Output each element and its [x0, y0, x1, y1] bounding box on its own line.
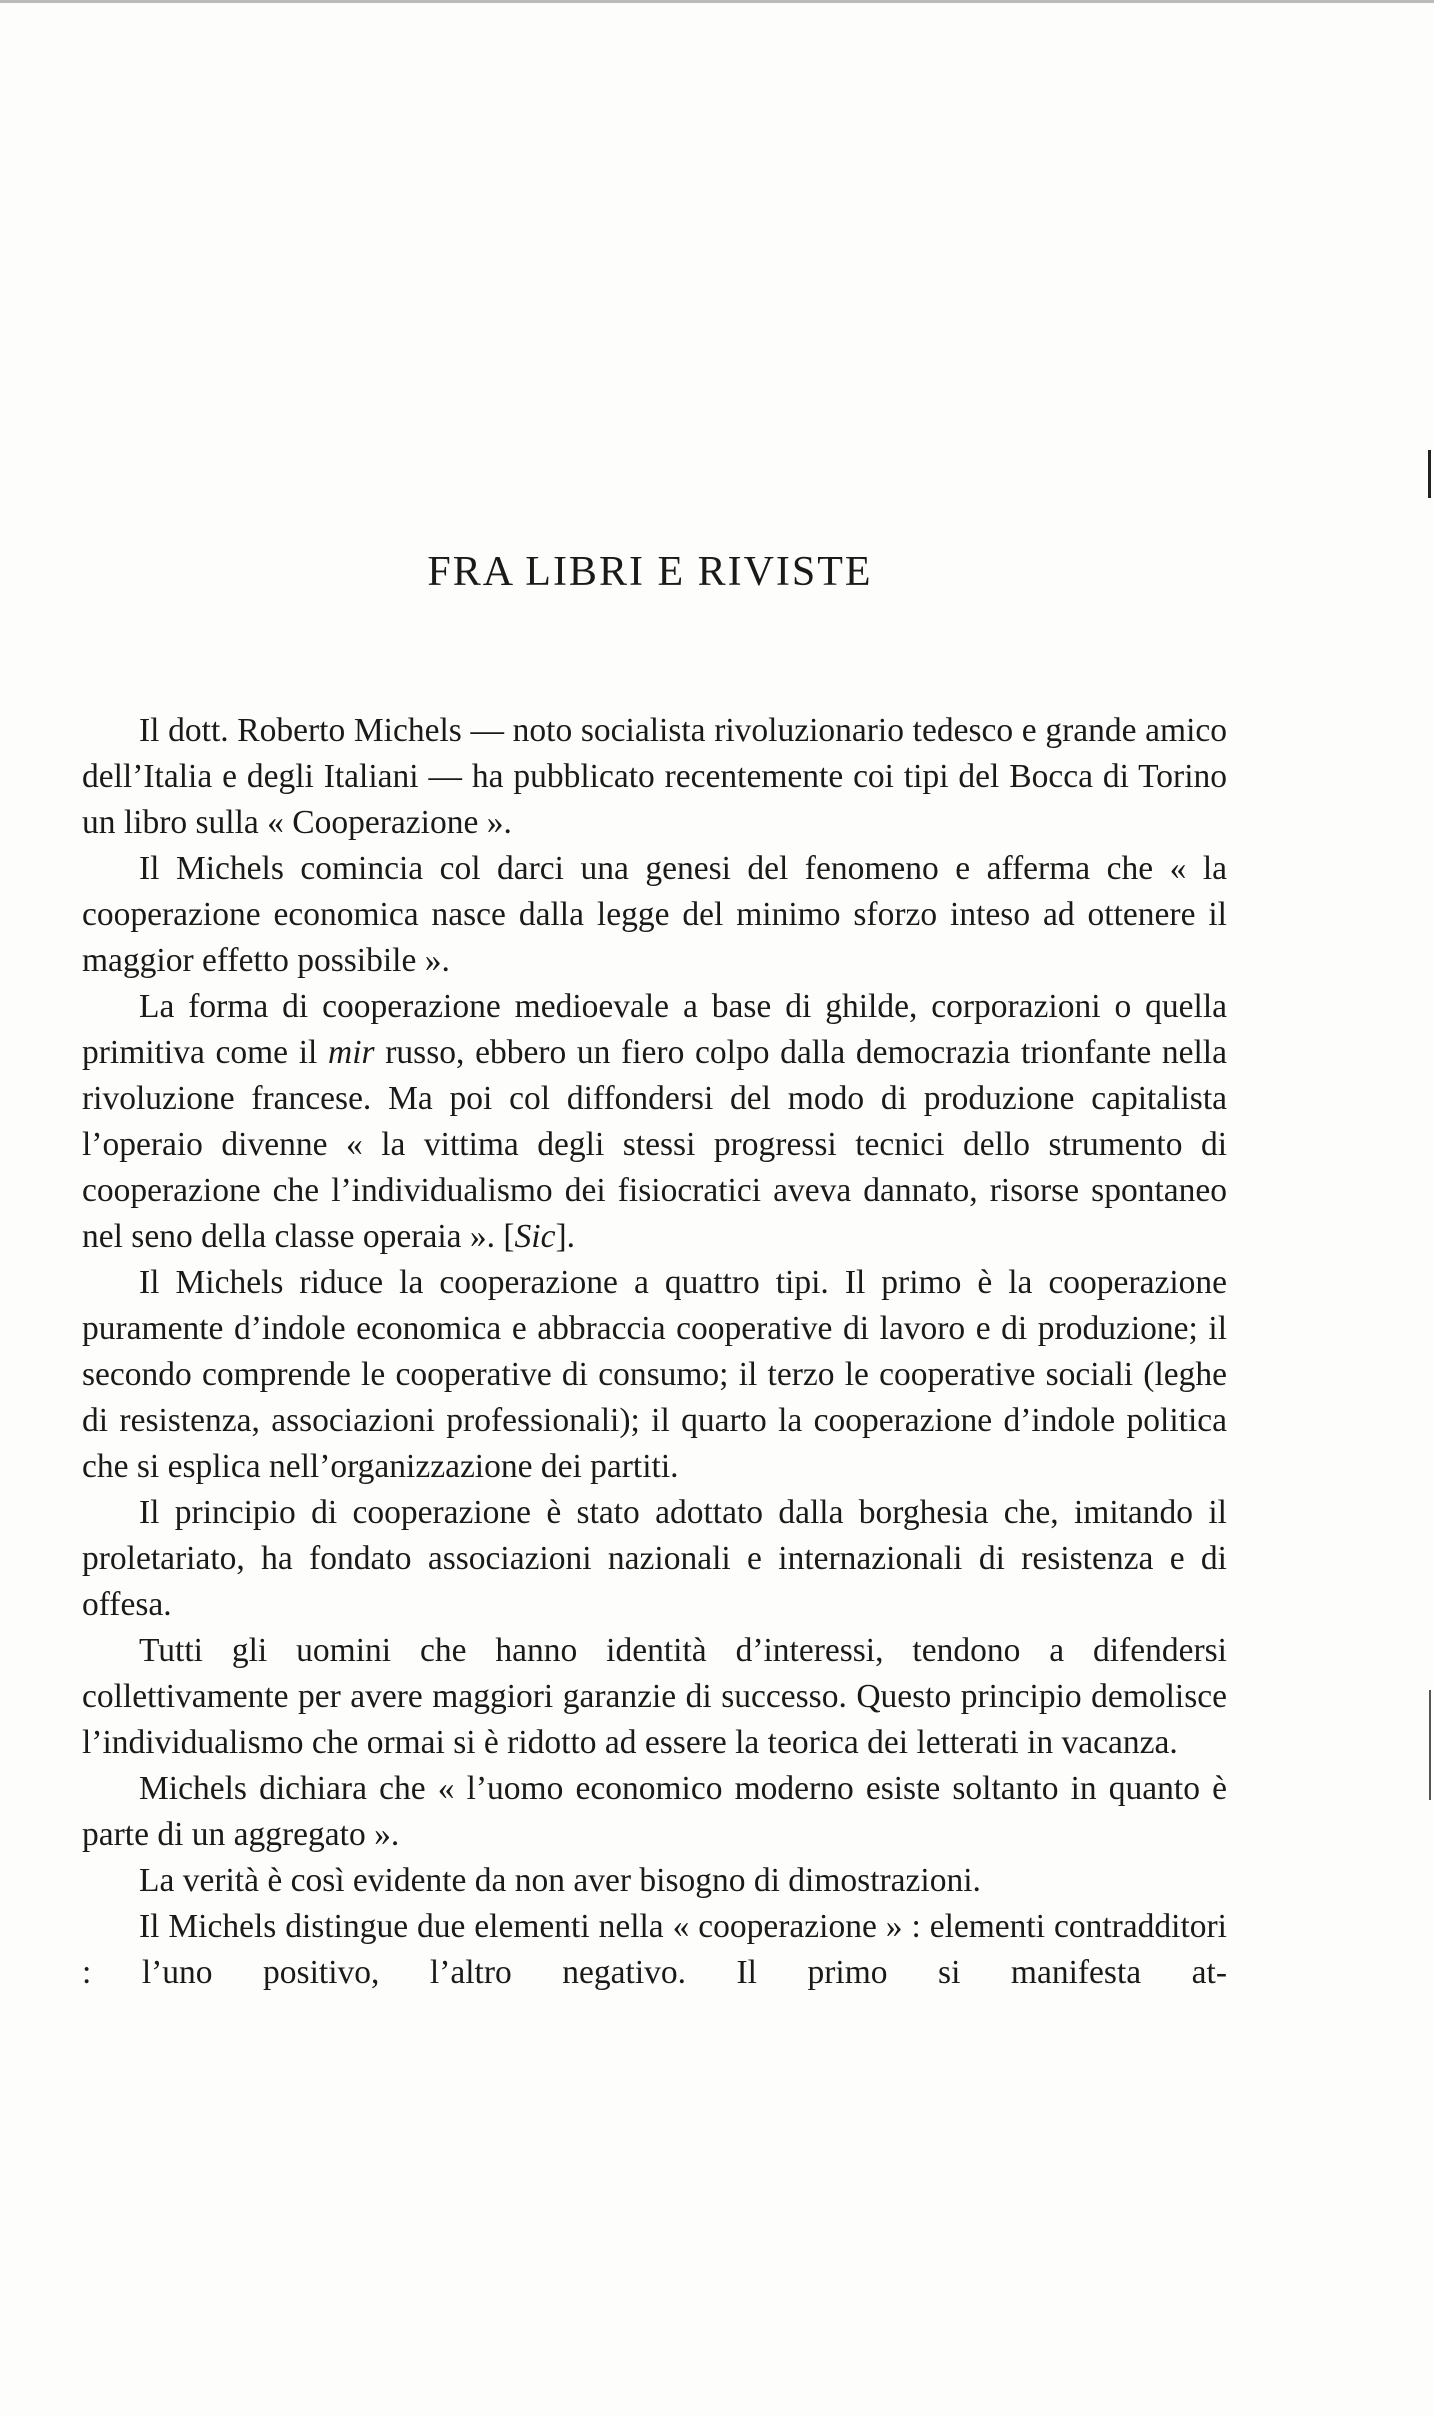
paragraph	[82, 984, 1227, 1260]
paragraph	[82, 1766, 1227, 1858]
scan-edge-mark	[0, 0, 1434, 3]
text-run: ].	[555, 1218, 575, 1255]
text-run: La forma di cooperazione medioevale a base di ghilde, corporazioni o quella primitiva come il	[82, 988, 1227, 1071]
text-run: russo, ebbero un fiero colpo dalla democrazia trionfante nella rivoluzione francese. Ma poi col diffondersi del modo di produzione capitalista l’operaio divenne « la vittima degli stessi progressi tecnici dello strumento di cooperazione che l’individualismo dei fisiocratici aveva dannato, risorse spontaneo nel seno della classe operaia ». [	[82, 1034, 1227, 1255]
text-run: La verità è così evidente da non aver bisogno di dimostrazioni.	[139, 1862, 981, 1899]
paragraph	[82, 846, 1227, 984]
text-run: Il Michels distingue due elementi nella « cooperazione » : elementi contradditori : l’uno positivo, l’altro negativo. Il primo si manifesta at-	[82, 1908, 1227, 1991]
article-body	[82, 708, 1227, 1996]
italic-text: Sic	[514, 1218, 556, 1255]
paragraph	[82, 1490, 1227, 1628]
paragraph	[82, 708, 1227, 846]
paragraph	[82, 1858, 1227, 1904]
text-run: Il dott. Roberto Michels — noto socialista rivoluzionario tedesco e grande amico dell’Italia e degli Italiani — ha pubblicato recentemente coi tipi del Bocca di Torino un libro sulla « Cooperazione ».	[82, 712, 1227, 841]
italic-text: mir	[328, 1034, 375, 1071]
paragraph	[82, 1904, 1227, 1996]
text-run: Tutti gli uomini che hanno identità d’interessi, tendono a difendersi collettivamente per avere maggiori garanzie di successo. Questo principio demolisce l’individualismo che ormai si è ridotto ad essere la teorica dei letterati in vacanza.	[82, 1632, 1227, 1761]
scan-edge-mark	[1428, 450, 1431, 498]
paragraph	[82, 1260, 1227, 1490]
text-run: Michels dichiara che « l’uomo economico moderno esiste soltanto in quanto è parte di un aggregato ».	[82, 1770, 1227, 1853]
text-run: Il Michels comincia col darci una genesi del fenomeno e afferma che « la cooperazione economica nasce dalla legge del minimo sforzo inteso ad ottenere il maggior effetto possibile ».	[82, 850, 1227, 979]
text-run: Il Michels riduce la cooperazione a quattro tipi. Il primo è la cooperazione puramente d’indole economica e abbraccia cooperative di lavoro e di produzione; il secondo comprende le cooperative di consumo; il terzo le cooperative sociali (leghe di resistenza, associazioni professionali); il quarto la cooperazione d’indole politica che si esplica nell’organizzazione dei partiti.	[82, 1264, 1227, 1485]
page-title: FRA LIBRI E RIVISTE	[427, 549, 873, 595]
scan-edge-mark	[1429, 1690, 1431, 1800]
text-run: Il principio di cooperazione è stato adottato dalla borghesia che, imitando il proletariato, ha fondato associazioni nazionali e internazionali di resistenza e di offesa.	[82, 1494, 1227, 1623]
paragraph	[82, 1628, 1227, 1766]
